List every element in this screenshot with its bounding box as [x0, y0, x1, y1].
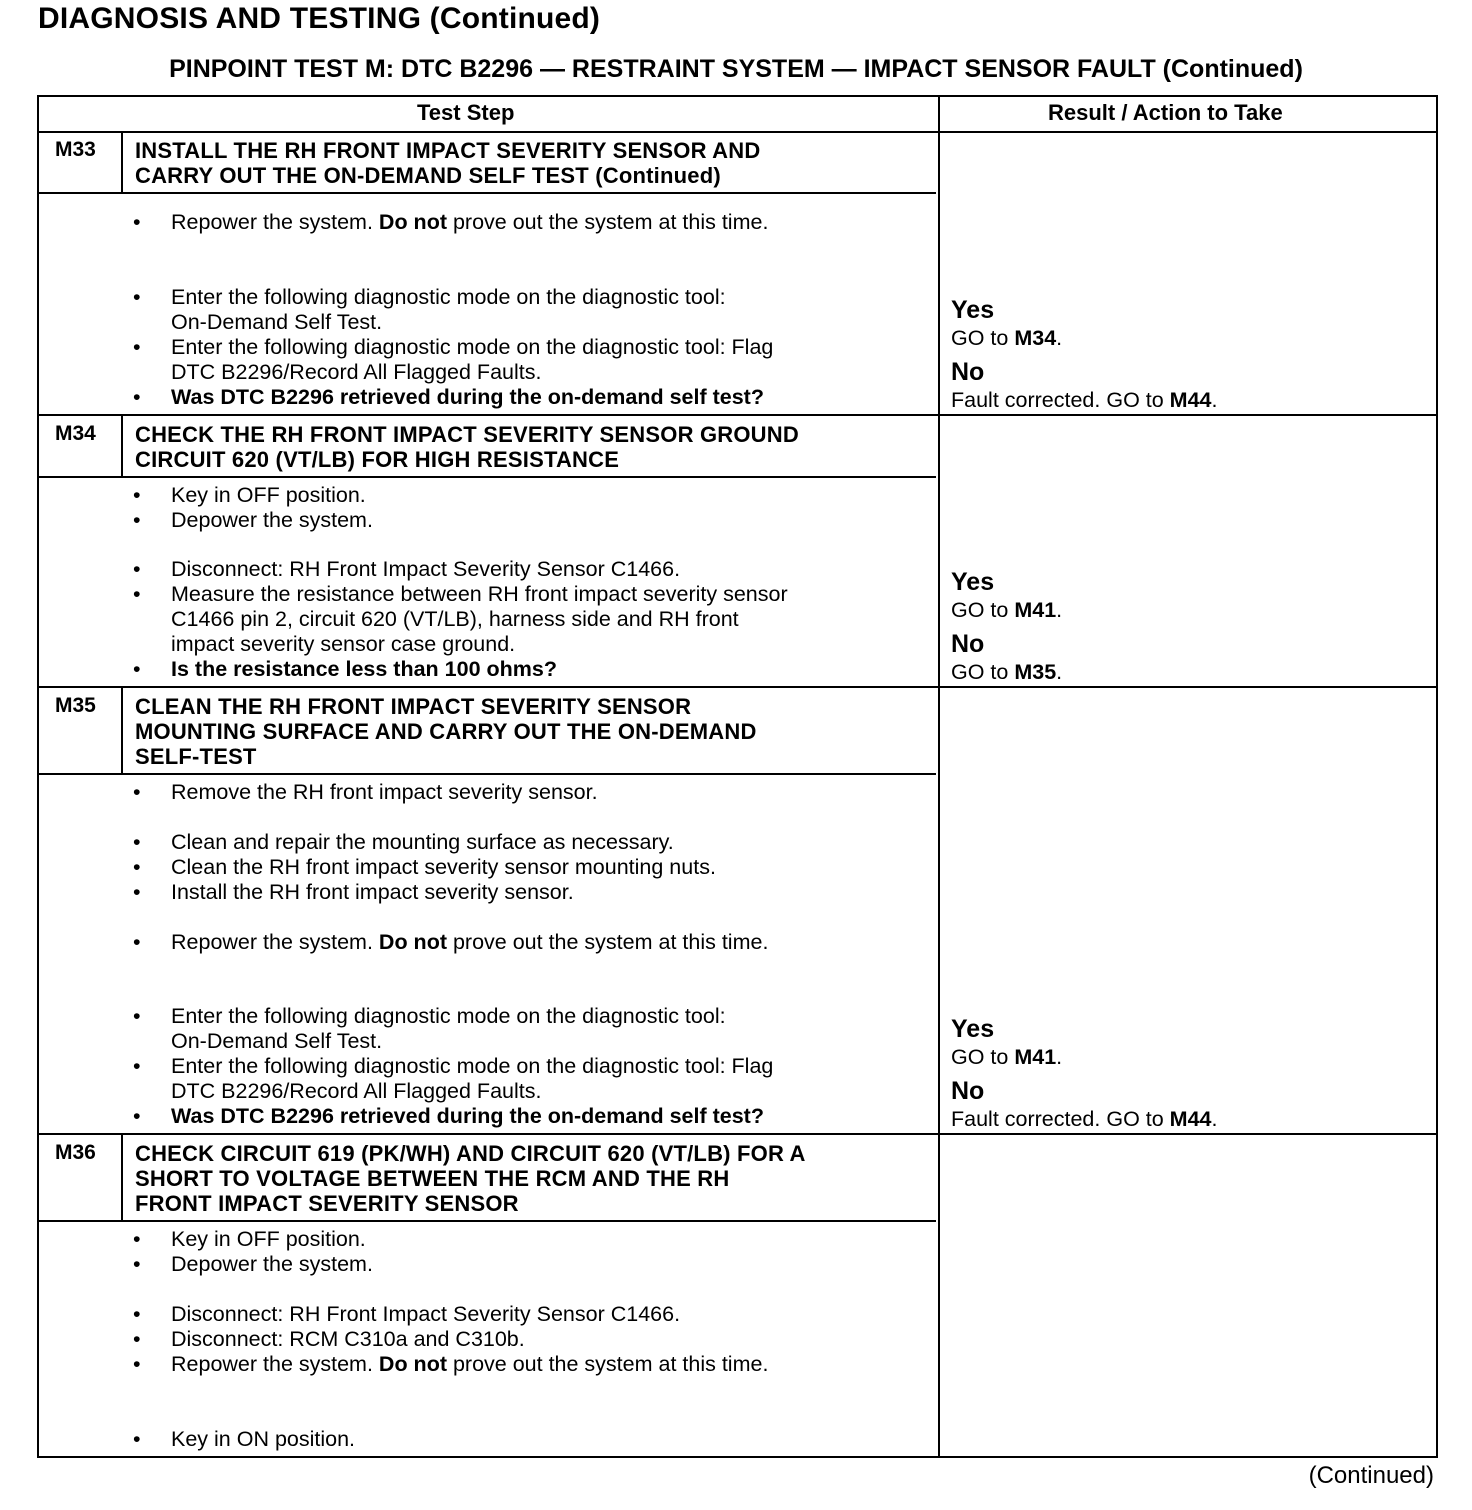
row-rule: [39, 686, 1436, 688]
bullet-item: • Remove the RH front impact severity sensor.: [133, 780, 598, 804]
step-heading-rule: [39, 773, 936, 775]
continued-note: (Continued): [1308, 1462, 1434, 1489]
step-id-divider: [121, 132, 123, 194]
bullet-question: • Is the resistance less than 100 ohms?: [133, 657, 557, 681]
step-id: M34: [55, 422, 96, 445]
step-id: M33: [55, 138, 96, 161]
row-rule: [39, 1133, 1436, 1135]
bullet-item: • Depower the system.: [133, 508, 373, 532]
bullet-item: • Disconnect: RCM C310a and C310b.: [133, 1327, 525, 1351]
column-header-result: Result / Action to Take: [1048, 100, 1283, 125]
pinpoint-test-title: PINPOINT TEST M: DTC B2296 — RESTRAINT SYSTEM — IMPACT SENSOR FAULT (Continued): [169, 55, 1303, 83]
header-rule: [39, 131, 1436, 133]
bullet-item: • Measure the resistance between RH front impact severity sensor C1466 pin 2, circuit 620 (VT/LB), harness side and RH front impact severity sensor case ground.: [133, 582, 788, 656]
bullet-item: • Enter the following diagnostic mode on the diagnostic tool: Flag DTC B2296/Record All Flagged Faults.: [133, 1054, 774, 1103]
step-heading-rule: [39, 476, 936, 478]
step-id-divider: [121, 415, 123, 477]
bullet-question: • Was DTC B2296 retrieved during the on-demand self test?: [133, 1104, 764, 1128]
step-heading: CLEAN THE RH FRONT IMPACT SEVERITY SENSOR MOUNTING SURFACE AND CARRY OUT THE ON-DEMAND SELF-TEST: [135, 694, 757, 769]
bullet-question: • Was DTC B2296 retrieved during the on-demand self test?: [133, 385, 764, 409]
bullet-item: • Enter the following diagnostic mode on the diagnostic tool: On-Demand Self Test.: [133, 285, 726, 334]
step-heading: CHECK CIRCUIT 619 (PK/WH) AND CIRCUIT 620 (VT/LB) FOR A SHORT TO VOLTAGE BETWEEN THE RCM AND THE RH FRONT IMPACT SEVERITY SENSOR: [135, 1141, 806, 1216]
bullet-item: • Key in ON position.: [133, 1427, 356, 1451]
result-action: Yes GO to M41. No Fault corrected. GO to M44.: [951, 1015, 1218, 1131]
step-heading-rule: [39, 192, 936, 194]
bullet-item: • Disconnect: RH Front Impact Severity Sensor C1466.: [133, 557, 681, 581]
result-action: Yes GO to M34. No Fault corrected. GO to M44.: [951, 296, 1218, 412]
bullet-item: • Disconnect: RH Front Impact Severity Sensor C1466.: [133, 1302, 681, 1326]
pinpoint-test-table: [37, 95, 1438, 1458]
column-divider: [938, 97, 940, 1456]
step-id: M36: [55, 1141, 96, 1164]
page-title: DIAGNOSIS AND TESTING (Continued): [38, 2, 601, 35]
result-action: Yes GO to M41. No GO to M35.: [951, 568, 1063, 684]
bullet-item: • Install the RH front impact severity sensor.: [133, 880, 574, 904]
bullet-item: • Repower the system. Do not prove out the system at this time.: [133, 1352, 769, 1376]
row-rule: [39, 414, 1436, 416]
bullet-item: • Key in OFF position.: [133, 1227, 366, 1251]
bullet-item: • Depower the system.: [133, 1252, 373, 1276]
step-id: M35: [55, 694, 96, 717]
step-id-divider: [121, 687, 123, 774]
bullet-item: • Repower the system. Do not prove out the system at this time.: [133, 210, 769, 234]
column-header-test-step: Test Step: [417, 100, 515, 125]
bullet-item: • Enter the following diagnostic mode on the diagnostic tool: On-Demand Self Test.: [133, 1004, 726, 1053]
bullet-item: • Enter the following diagnostic mode on the diagnostic tool: Flag DTC B2296/Record All Flagged Faults.: [133, 335, 774, 384]
step-heading-rule: [39, 1220, 936, 1222]
step-heading: CHECK THE RH FRONT IMPACT SEVERITY SENSOR GROUND CIRCUIT 620 (VT/LB) FOR HIGH RESISTANCE: [135, 422, 799, 472]
bullet-item: • Key in OFF position.: [133, 483, 366, 507]
bullet-item: • Clean the RH front impact severity sensor mounting nuts.: [133, 855, 716, 879]
bullet-item: • Repower the system. Do not prove out the system at this time.: [133, 930, 769, 954]
step-heading: INSTALL THE RH FRONT IMPACT SEVERITY SENSOR AND CARRY OUT THE ON-DEMAND SELF TEST (Continued): [135, 138, 761, 188]
bullet-item: • Clean and repair the mounting surface as necessary.: [133, 830, 674, 854]
step-id-divider: [121, 1134, 123, 1221]
